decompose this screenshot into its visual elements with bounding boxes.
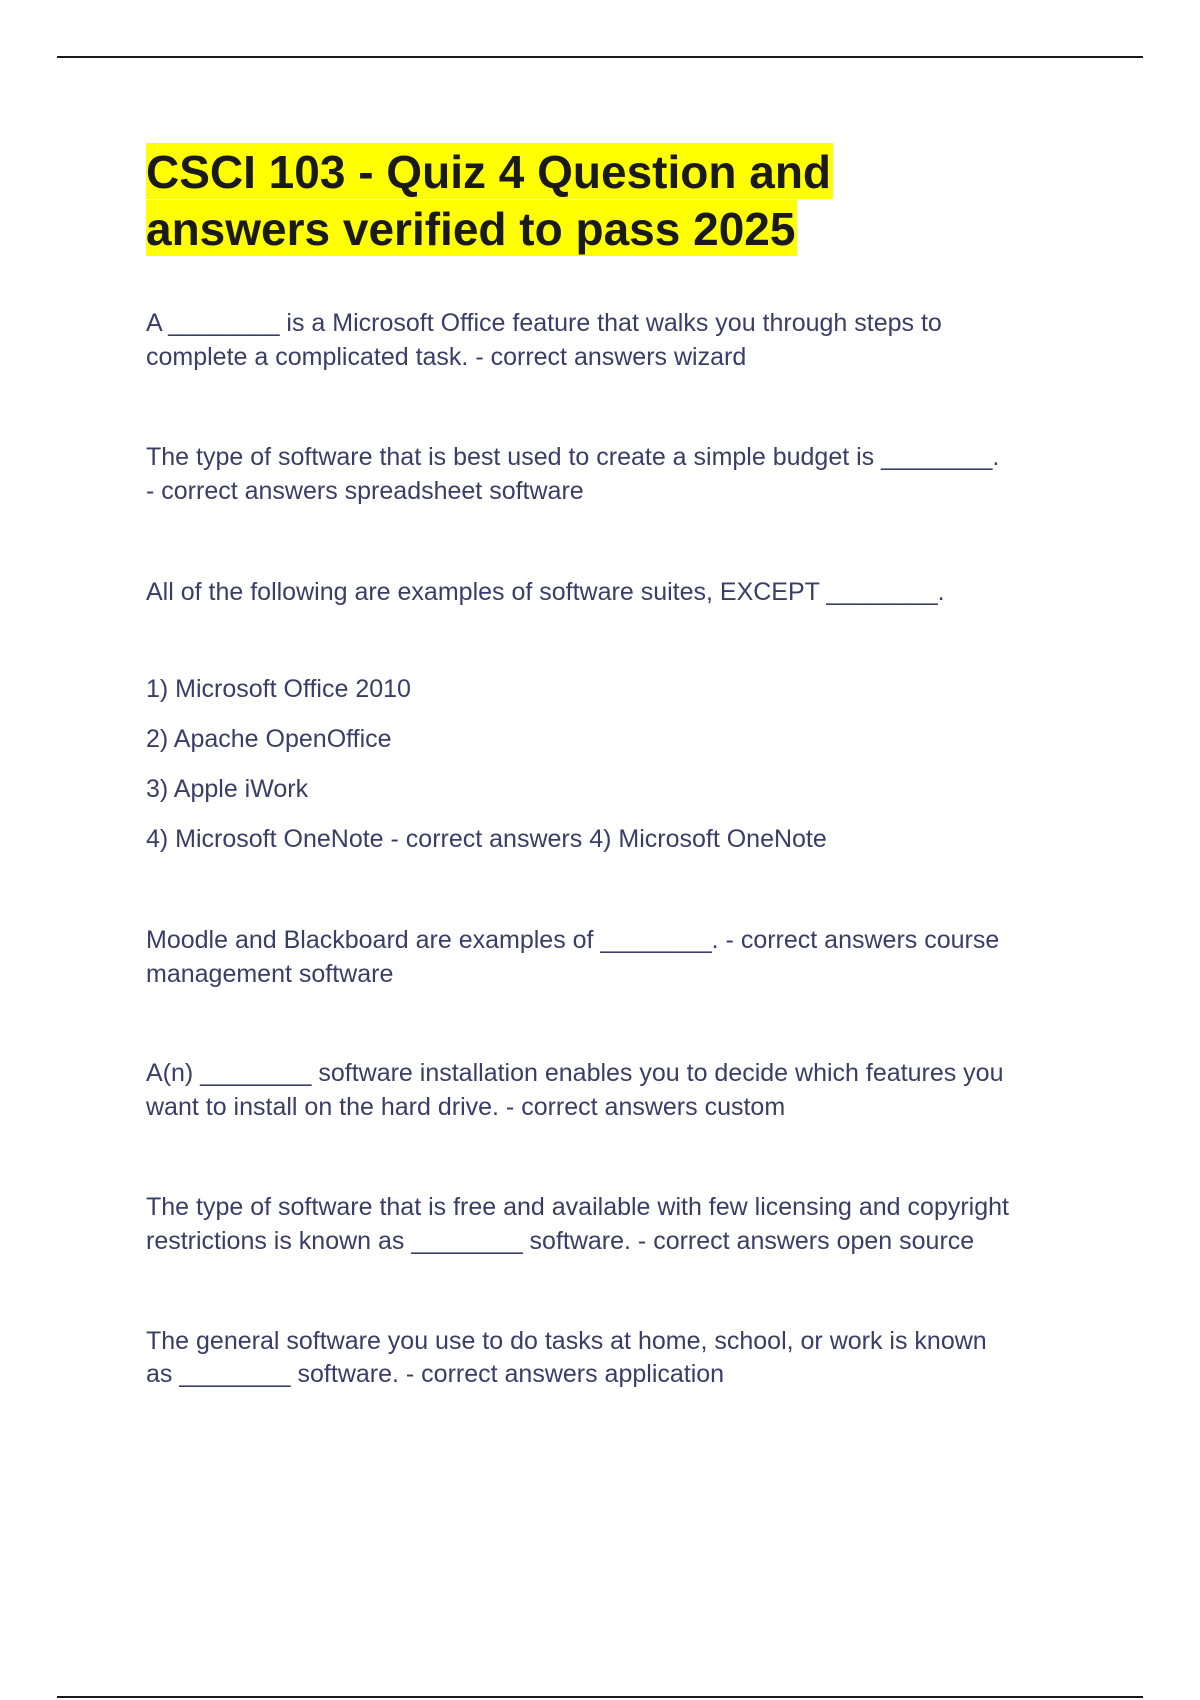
question-7-line-1: The general software you use to do tasks at home, school, or work is known (146, 1327, 987, 1355)
question-2-line-2: - correct answers spreadsheet software (146, 477, 584, 505)
option-3: 3) Apple iWork (146, 775, 309, 803)
question-6-line-2: restrictions is known as ________ software. - correct answers open source (146, 1227, 975, 1255)
question-1-line-2: complete a complicated task. - correct answers wizard (146, 343, 747, 371)
question-2-line-1: The type of software that is best used to create a simple budget is ________. (146, 443, 1000, 471)
question-5-line-2: want to install on the hard drive. - correct answers custom (146, 1093, 786, 1121)
question-1 (146, 306, 1096, 374)
question-4 (146, 923, 1096, 991)
question-2 (146, 440, 1096, 508)
title-line-1: CSCI 103 - Quiz 4 Question and (146, 143, 833, 199)
question-6 (146, 1190, 1096, 1258)
option-2: 2) Apache OpenOffice (146, 725, 392, 753)
question-4-line-1: Moodle and Blackboard are examples of ________. - correct answers course (146, 926, 1000, 954)
title-line-2: answers verified to pass 2025 (146, 200, 797, 256)
question-6-line-1: The type of software that is free and available with few licensing and copyright (146, 1193, 1009, 1221)
question-3 (146, 575, 1096, 609)
question-5-line-1: A(n) ________ software installation enables you to decide which features you (146, 1059, 1004, 1087)
question-3-options (146, 672, 827, 872)
question-7 (146, 1325, 1096, 1391)
question-5 (146, 1056, 1096, 1124)
question-1-line-1: A ________ is a Microsoft Office feature that walks you through steps to (146, 309, 942, 337)
option-4: 4) Microsoft OneNote - correct answers 4) Microsoft OneNote (146, 825, 827, 853)
bottom-rule (57, 1696, 1143, 1698)
document-title (146, 144, 833, 258)
question-7-line-2: as ________ software. - correct answers application (146, 1360, 725, 1388)
top-rule (57, 56, 1143, 58)
question-4-line-2: management software (146, 960, 394, 988)
question-3-line-1: All of the following are examples of software suites, EXCEPT ________. (146, 578, 945, 606)
option-1: 1) Microsoft Office 2010 (146, 675, 411, 703)
